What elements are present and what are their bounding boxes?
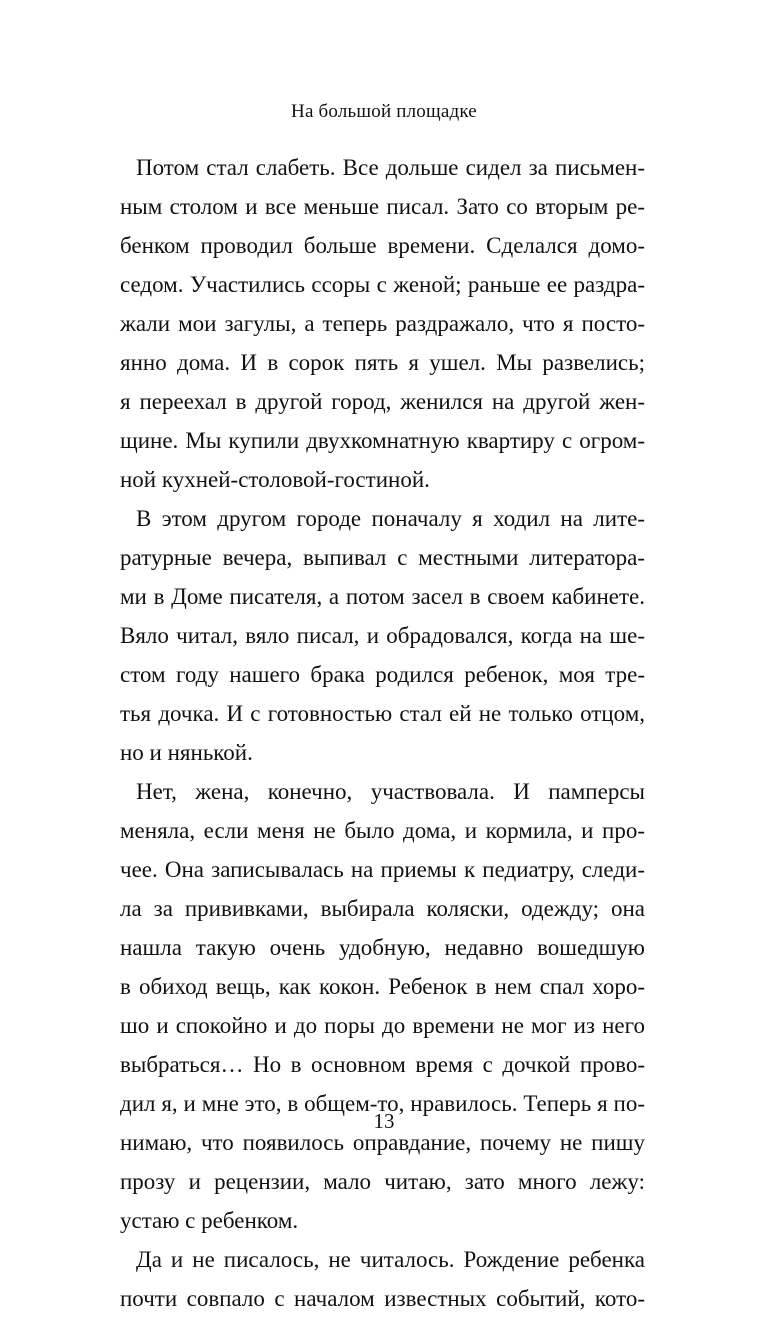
page-number: 13 [373, 1109, 395, 1133]
text-line: шо и спокойно и до поры до времени не мог из него [120, 1013, 645, 1038]
text-line: прозу и рецензии, мало читаю, зато много лежу: [120, 1169, 645, 1194]
text-line: чее. Она записывалась на приемы к педиатру, следи- [120, 857, 645, 882]
text-line: ной кухней-столовой-гостиной. [120, 467, 430, 492]
text-line: в обиход вещь, как кокон. Ребенок в нем спал хоро- [120, 974, 645, 999]
text-line: седом. Участились ссоры с женой; раньше ее раздра- [120, 272, 645, 297]
text-line: меняла, если меня не было дома, и кормила, и про- [120, 818, 645, 843]
text-line: янно дома. И в сорок пять я ушел. Мы развелись; [120, 350, 645, 375]
paragraph-3 [120, 772, 645, 1240]
text-line: жали мои загулы, а теперь раздражало, что я посто- [120, 311, 645, 336]
text-line: ла за прививками, выбирала коляски, одежду; она [120, 896, 645, 921]
text-line: Вяло читал, вяло писал, и обрадовался, когда на ше- [120, 623, 645, 648]
text-line: почти совпало с началом известных событий, кото- [120, 1286, 645, 1311]
text-line: нимаю, что появилось оправдание, почему не пишу [120, 1130, 645, 1155]
body-text [120, 148, 645, 1318]
text-line: ми в Доме писателя, а потом засел в своем кабинете. [120, 584, 645, 609]
text-line: выбраться… Но в основном время с дочкой прово- [120, 1052, 645, 1077]
text-line: В этом другом городе поначалу я ходил на лите- [136, 506, 645, 531]
text-line: Нет, жена, конечно, участвовала. И памперсы [136, 779, 645, 804]
text-line: но и нянькой. [120, 740, 253, 765]
text-line: ратурные вечера, выпивал с местными литератора- [120, 545, 645, 570]
text-line: Потом стал слабеть. Все дольше сидел за письмен- [136, 155, 645, 180]
text-line: дил я, и мне это, в общем-то, нравилось. Теперь я по- [120, 1091, 645, 1116]
text-line: щине. Мы купили двухкомнатную квартиру с огром- [120, 428, 645, 453]
text-line: стом году нашего брака родился ребенок, моя тре- [120, 662, 645, 687]
text-line: нашла такую очень удобную, недавно вошедшую [120, 935, 645, 960]
paragraph-1 [120, 148, 645, 499]
text-line: ным столом и все меньше писал. Зато со вторым ре- [120, 194, 645, 219]
text-line: я переехал в другой город, женился на другой жен- [120, 389, 645, 414]
text-line: бенком проводил больше времени. Сделался домо- [120, 233, 645, 258]
text-line: Да и не писалось, не читалось. Рождение ребенка [136, 1247, 645, 1272]
paragraph-2 [120, 499, 645, 772]
running-head: На большой площадке [291, 101, 477, 122]
text-line: тья дочка. И с готовностью стал ей не только отцом, [120, 701, 645, 726]
paragraph-4 [120, 1240, 645, 1318]
text-line: устаю с ребенком. [120, 1208, 299, 1233]
